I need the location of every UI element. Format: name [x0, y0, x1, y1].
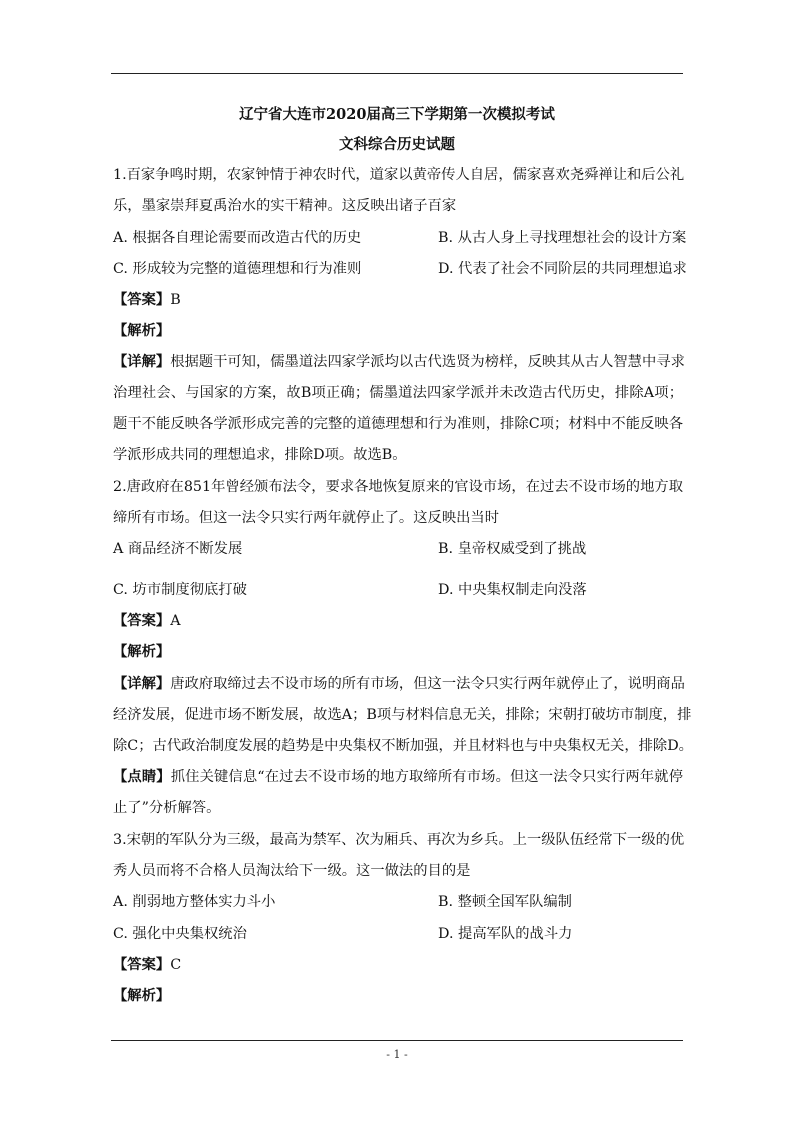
tip-text: 抓住关键信息“在过去不设市场的地方取缔所有市场。但这一法令只实行两年就停	[170, 769, 684, 785]
q3-option-c: C. 强化中央集权统治	[113, 926, 247, 942]
detail-tag: 【详解】	[113, 354, 171, 370]
analysis-tag: 【解析】	[113, 644, 171, 660]
q1-answer	[113, 291, 181, 309]
detail-text: 唐政府取缔过去不设市场的所有市场，但这一法令只实行两年就停止了，说明商品	[170, 676, 685, 692]
q3-analysis-tag	[113, 987, 170, 1005]
q2-analysis-tag	[113, 643, 170, 661]
q3-option-b: B. 整顿全国军队编制	[438, 894, 572, 910]
q1-detail-line-3: 题干不能反映各学派形成完善的完整的道德理想和行为准则，排除C项；材料中不能反映各	[113, 416, 683, 432]
q3-stem-line-2: 秀人员而将不合格人员淘汰给下一级。这一做法的目的是	[113, 863, 471, 879]
q2-tip-line-2: 止了”分析解答。	[113, 800, 221, 816]
q2-tip-line-1	[113, 768, 683, 786]
page-number: - 1 -	[386, 1048, 408, 1061]
q1-detail-line-1	[113, 353, 683, 371]
q2-answer	[113, 612, 181, 630]
q3-answer	[113, 956, 181, 974]
tip-tag: 【点睛】	[113, 769, 171, 785]
q3-option-d: D. 提高军队的战斗力	[438, 926, 573, 942]
q1-detail-line-4: 学派形成共同的理想追求，排除D项。故选B。	[113, 447, 407, 463]
header-rule	[111, 73, 683, 74]
q2-option-c: C. 坊市制度彻底打破	[113, 582, 247, 598]
q3-stem-line-1: 3.宋朝的军队分为三级，最高为禁军、次为厢兵、再次为乡兵。上一级队伍经常下一级的优	[113, 832, 685, 848]
q2-option-a: A 商品经济不断发展	[113, 541, 243, 557]
detail-text: 根据题干可知，儒墨道法四家学派均以古代选贤为榜样，反映其从古人智慧中寻求	[170, 354, 685, 370]
q1-stem-line-2: 乐，墨家崇拜夏禹治水的实干精神。这反映出诸子百家	[113, 198, 457, 214]
answer-tag: 【答案】	[113, 292, 171, 308]
footer-rule	[111, 1040, 683, 1041]
page-title: 辽宁省大连市2020届高三下学期第一次模拟考试	[239, 106, 555, 123]
answer-value: B	[170, 292, 181, 308]
answer-value: C	[170, 957, 182, 973]
q1-option-a: A. 根据各自理论需要而改造古代的历史	[113, 230, 362, 246]
q2-stem-line-2: 缔所有市场。但这一法令只实行两年就停止了。这反映出当时	[113, 510, 500, 526]
answer-tag: 【答案】	[113, 957, 171, 973]
q2-detail-line-2: 经济发展，促进市场不断发展，故选A；B项与材料信息无关，排除；宋朝打破坊市制度，排	[113, 707, 692, 723]
analysis-tag: 【解析】	[113, 988, 171, 1004]
q2-option-b: B. 皇帝权威受到了挑战	[438, 541, 587, 557]
answer-value: A	[170, 613, 181, 629]
q2-stem-line-1: 2.唐政府在851年曾经颁布法令，要求各地恢复原来的官设市场，在过去不设市场的地方取	[113, 479, 683, 495]
page-subtitle: 文科综合历史试题	[339, 136, 455, 153]
answer-tag: 【答案】	[113, 613, 171, 629]
q1-analysis-tag	[113, 322, 170, 340]
q1-stem-line-1: 1.百家争鸣时期，农家钟情于神农时代，道家以黄帝传人自居，儒家喜欢尧舜禅让和后公礼	[113, 167, 685, 183]
q2-detail-line-1	[113, 675, 683, 693]
q2-option-d: D. 中央集权制走向没落	[438, 582, 587, 598]
analysis-tag: 【解析】	[113, 323, 171, 339]
q1-option-d: D. 代表了社会不同阶层的共同理想追求	[438, 261, 687, 277]
detail-tag: 【详解】	[113, 676, 171, 692]
q1-detail-line-2: 治理社会、与国家的方案，故B项正确；儒墨道法四家学派并未改造古代历史，排除A项；	[113, 385, 683, 401]
q1-option-b: B. 从古人身上寻找理想社会的设计方案	[438, 230, 687, 246]
q1-option-c: C. 形成较为完整的道德理想和行为准则	[113, 261, 362, 277]
q2-detail-line-3: 除C；古代政治制度发展的趋势是中央集权不断加强，并且材料也与中央集权无关，排除D。	[113, 738, 693, 754]
q3-option-a: A. 削弱地方整体实力斗小	[113, 894, 276, 910]
